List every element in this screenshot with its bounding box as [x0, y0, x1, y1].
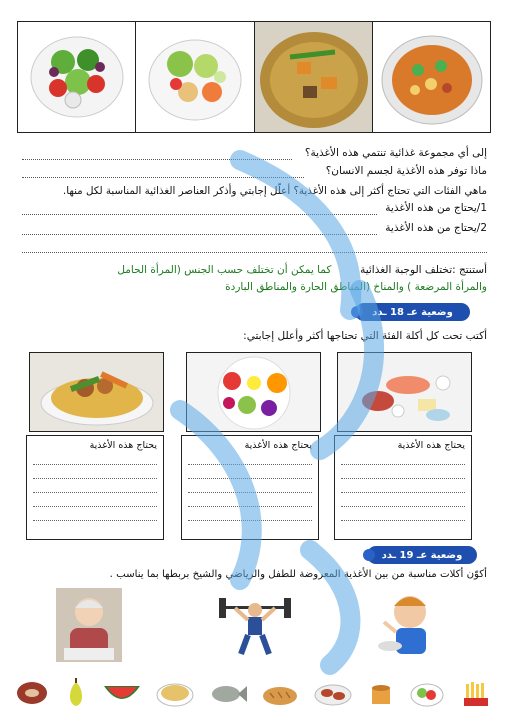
answer-box-proteins[interactable]	[334, 435, 472, 540]
child-eating-icon	[372, 588, 442, 662]
conclusion-text	[117, 264, 487, 276]
answer-line[interactable]	[22, 214, 377, 215]
bread-icon[interactable]	[260, 678, 300, 708]
answer-line[interactable]	[22, 159, 292, 160]
sausage-icon[interactable]	[313, 678, 353, 708]
vegetable-stew-icon	[255, 22, 373, 132]
fruit-plate-icon	[186, 352, 321, 432]
question-food-group: إلى أي مجموعة غذائية تنتمي هذه الأغذية؟	[304, 147, 487, 159]
answer-box-fruits[interactable]	[181, 435, 319, 540]
salad-plate-icon[interactable]	[409, 678, 445, 708]
watermelon-icon[interactable]	[102, 678, 142, 708]
top-image-strip	[17, 21, 491, 133]
question-categories: ماهي الفئات التي تحتاج أكثر إلى هذه الأغذية؟ أعلّل إجابتي وأذكر العناصر الغذائية المناسبة لكل منها.	[62, 185, 487, 197]
salad-bowl-icon	[136, 22, 254, 132]
situation-18-banner: وضعية عـ 18 ـدد	[355, 303, 470, 321]
food-choices-row	[14, 675, 494, 711]
answer-box-title: يحتاج هذه الأغذية	[397, 440, 465, 451]
situation-19-banner: وضعية عـ 19 ـدد	[367, 546, 477, 564]
conclusion-gender: كما يمكن أن تختلف حسب الجنس (المرأة الحامل	[117, 264, 332, 276]
situation-19-instruction: أكوّن أكلات مناسبة من بين الأغذية المعروضة للطفل والرياضي والشيخ بربطها بما يناسب .	[109, 569, 487, 580]
question-category-2: 2/يحتاج من هذه الأغذية	[385, 222, 487, 234]
conclusion-climate: والمرأة المرضعة ) والمناخ (المناطق الحارة والمناطق الباردة	[225, 281, 487, 293]
answer-box-title: يحتاج هذه الأغذية	[89, 440, 157, 451]
question-category-1: 1/يحتاج من هذه الأغذية	[385, 202, 487, 214]
couscous-icon	[29, 352, 164, 432]
salad-icon	[18, 22, 136, 132]
answer-line[interactable]	[22, 252, 487, 253]
vegetable-soup-icon	[373, 22, 490, 132]
situation-18-instruction: أكتب تحت كل أكلة الفئة التي تحتاجها أكثر وأعلل إجابتي:	[243, 330, 487, 342]
pear-icon[interactable]	[63, 678, 89, 708]
protein-foods-icon	[337, 352, 472, 432]
elderly-woman-icon	[56, 588, 122, 662]
answer-box-couscous[interactable]	[26, 435, 164, 540]
rice-icon[interactable]	[155, 678, 195, 708]
fries-icon[interactable]	[458, 678, 494, 708]
pudding-icon[interactable]	[366, 678, 396, 708]
answer-box-title: يحتاج هذه الأغذية	[244, 440, 312, 451]
conclusion-intro: أستنتج :تختلف الوجبة الغذائية	[360, 264, 487, 276]
weightlifter-icon	[217, 588, 293, 662]
fish-icon[interactable]	[208, 678, 248, 708]
question-benefits: ماذا توفر هذه الأغذية لجسم الانسان؟	[325, 165, 487, 177]
answer-line[interactable]	[22, 234, 377, 235]
answer-line[interactable]	[22, 177, 304, 178]
meat-icon[interactable]	[14, 678, 50, 708]
